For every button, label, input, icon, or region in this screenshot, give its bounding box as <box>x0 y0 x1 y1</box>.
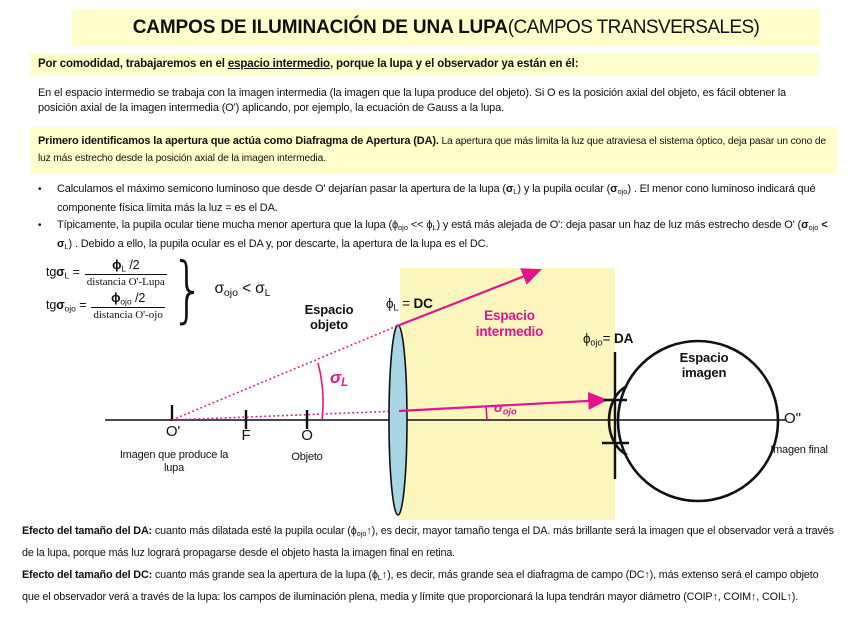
label-point-f: F <box>241 427 251 444</box>
ray-lower-dotted <box>172 411 399 420</box>
bullet-2-text: Típicamente, la pupila ocular tiene mucha menor apertura que la lupa (ϕojo << ϕL) y está más alejada de O': deja pasar un haz de luz más estrecho desde O' (σojo < σL) . Debido a ello, la pupila ocular es el DA y, por descarte, la apertura de la lupa es el DC. <box>57 219 828 252</box>
formula-sigma-ojo-lhs: tgσojo = <box>46 298 87 314</box>
tangent-formulas <box>46 247 271 331</box>
formula-sigma-ojo-denominator: distancia O'-ojo <box>93 309 163 322</box>
intro-paragraph: En el espacio intermedio se trabaja con la imagen intermedia (la imagen que la lupa produce del objeto). Si O es la posición axial del objeto, es fácil obtener la posición axial de la imagen intermedia (O') aplicando, por ejemplo, la ecuación de Gauss a la lupa. <box>38 87 786 114</box>
label-point-o: O <box>301 427 313 444</box>
highlight-statement-1: Por comodidad, trabajaremos en el espacio intermedio, porque la lupa y el observador ya están en él: <box>30 53 818 76</box>
optical-diagram <box>0 247 848 522</box>
aperture-comparison: σojo < σL <box>214 279 271 299</box>
bullet-icon: • <box>38 220 42 231</box>
effect-dc-paragraph: Efecto del tamaño del DC: cuanto más grande sea la apertura de la lupa (ϕL↑), es decir, más grande sea el diafragma de campo (DC↑), más extenso será el campo objeto que el observador verá a través de la lupa: los campos de iluminación plena, media y límite que proporcionará la lupa tendrán mayor diámetro (COIP↑, COIM↑, COIL↑). <box>22 569 819 603</box>
formula-sigma-l-denominator: distancia O'-Lupa <box>86 275 165 288</box>
highlight-statement-2: Primero identificamos la apertura que actúa como Diafragma de Apertura (DA). La apertura que más limita la luz que atraviesa el sistema óptico, deja pasar un cono de luz más estrecho desde la posición axial de la imagen intermedia. <box>30 127 837 174</box>
label-espacio-imagen: Espacio imagen <box>679 350 729 380</box>
caption-imagen-lupa: Imagen que produce la lupa <box>119 449 229 474</box>
label-point-o-prime: O' <box>165 423 181 440</box>
ray-upper-dotted <box>172 326 397 420</box>
formula-sigma-ojo-numerator: ϕojo /2 <box>111 290 146 307</box>
label-sigma-l: σL <box>330 368 349 390</box>
page-title-sub: (CAMPOS TRANSVERSALES) <box>507 16 760 38</box>
label-espacio-intermedio: Espacio intermedio <box>475 308 544 339</box>
bullet-item-1 <box>38 181 832 216</box>
brace-glyph: } <box>170 247 205 331</box>
formula-sigma-l-numerator: ϕL /2 <box>112 257 140 273</box>
bullet-1-text: Calculamos el máximo semicono luminoso que desde O' dejarían pasar la apertura de la lupa (σL) y la pupila ocular (σojo) . El menor cono luminoso indicará qué componente física limita más la luz = es el DA. <box>57 183 816 215</box>
formula-sigma-l <box>46 258 167 288</box>
effect-da-paragraph: Efecto del tamaño del DA: cuanto más dilatada esté la pupila ocular (ϕojo↑), es decir, mayor tamaño tenga el DA. más brillante será la imagen que el observador verá a través de la lupa, porque más luz logrará propagarse desde el objeto hasta la imagen final en retina. <box>22 525 834 559</box>
bullet-icon: • <box>38 184 42 195</box>
caption-objeto: Objeto <box>291 451 323 463</box>
label-sigma-ojo: σojo <box>494 400 517 417</box>
sigma-ojo-arc <box>486 407 487 420</box>
label-phi-ojo-da: ϕojo= DA <box>583 331 634 348</box>
label-phi-l-dc: ϕL = DC <box>386 296 433 313</box>
page-title <box>72 9 820 46</box>
lens <box>389 325 407 515</box>
bullet-item-2 <box>38 217 836 255</box>
formula-sigma-l-lhs: tgσL = <box>46 265 80 281</box>
formula-sigma-ojo <box>46 291 167 321</box>
caption-imagen-final: Imagen final <box>770 444 828 456</box>
label-espacio-objeto: Espacio objeto <box>304 302 354 332</box>
page-title-main: CAMPOS DE ILUMINACIÓN DE UNA LUPA <box>132 16 508 38</box>
sigma-l-arc <box>318 363 323 420</box>
label-point-o-doubleprime: O'' <box>784 410 801 427</box>
